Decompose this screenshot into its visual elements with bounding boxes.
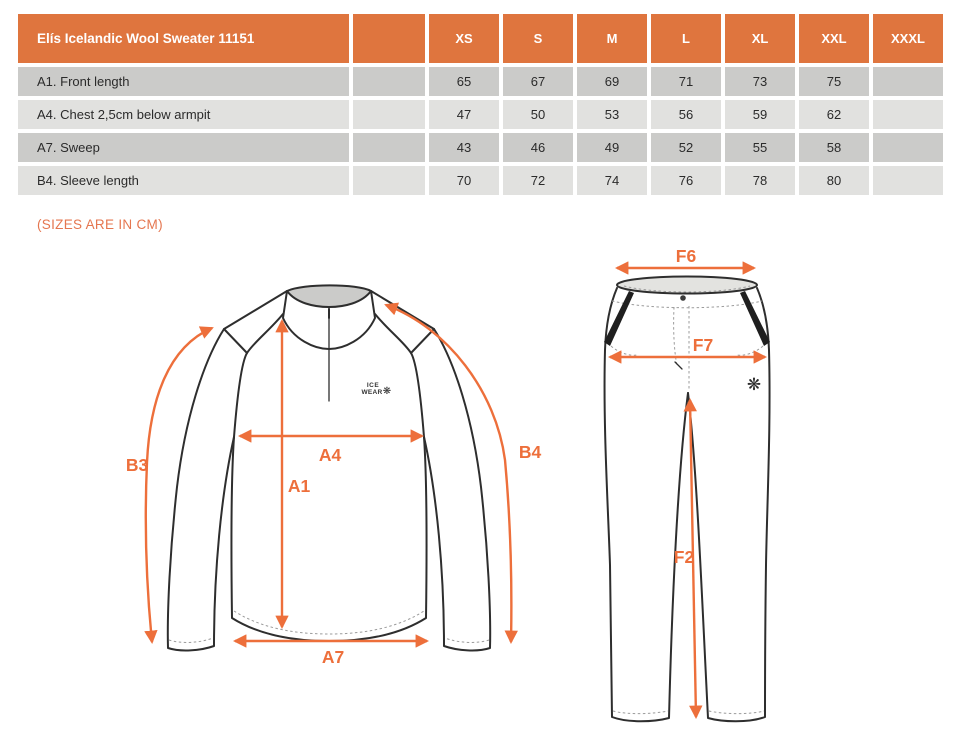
cell-value: 53 (577, 100, 647, 129)
size-col-header-m: M (577, 14, 647, 63)
cell-value: 52 (651, 133, 721, 162)
size-chart-header-row (18, 14, 943, 63)
cell-value: 72 (503, 166, 573, 195)
pants-right-hem-stitch (709, 711, 764, 714)
sweater-right-sleeve-outline (424, 329, 490, 650)
cell-value: 74 (577, 166, 647, 195)
cell-value: 76 (651, 166, 721, 195)
sweater-collar-top-fill (287, 285, 371, 307)
spacer-cell (353, 67, 425, 96)
measure-label-a1: A1 (287, 476, 311, 496)
size-col-header-l: L (651, 14, 721, 63)
cell-value: 71 (651, 67, 721, 96)
cell-value: 80 (799, 166, 869, 195)
pants-measure-arrows (610, 246, 765, 717)
icewear-chest-logo (361, 382, 391, 397)
measure-label-f2: F2 (673, 547, 695, 567)
row-label: A1. Front length (18, 67, 349, 96)
size-col-header-xs: XS (429, 14, 499, 63)
cell-value (873, 133, 943, 162)
cell-value: 59 (725, 100, 795, 129)
cell-value: 49 (577, 133, 647, 162)
spacer-cell (353, 166, 425, 195)
pants-left-hem-stitch (613, 711, 668, 714)
spacer-cell (353, 133, 425, 162)
snowflake-icon: ❋ (382, 386, 392, 397)
cell-value: 75 (799, 67, 869, 96)
size-col-header-xxl: XXL (799, 14, 869, 63)
size-col-header-xl: XL (725, 14, 795, 63)
logo-text-wear: WEAR (361, 389, 383, 396)
measure-label-a7: A7 (321, 647, 345, 667)
cell-value (873, 166, 943, 195)
cell-value: 62 (799, 100, 869, 129)
cell-value: 78 (725, 166, 795, 195)
cell-value: 55 (725, 133, 795, 162)
row-label: A4. Chest 2,5cm below armpit (18, 100, 349, 129)
header-spacer-cell (353, 14, 425, 63)
pants-waist-opening (617, 277, 757, 294)
table-row-sweep (18, 133, 943, 162)
measure-label-f7: F7 (692, 335, 714, 355)
cell-value: 50 (503, 100, 573, 129)
size-col-header-xxxl: XXXL (873, 14, 943, 63)
cell-value: 69 (577, 67, 647, 96)
size-chart-table (14, 10, 947, 199)
cell-value: 58 (799, 133, 869, 162)
logo-text-ice: ICE (366, 382, 380, 389)
pants-drawing (604, 246, 770, 721)
sweater-right-armhole-seam (375, 314, 424, 437)
pants-fly-bartack (675, 362, 682, 369)
cell-value: 73 (725, 67, 795, 96)
cell-value: 43 (429, 133, 499, 162)
table-row-front-length (18, 67, 943, 96)
snowflake-icon: ❋ (746, 375, 762, 395)
measure-label-b4: B4 (518, 442, 542, 462)
cell-value (873, 100, 943, 129)
row-label: A7. Sweep (18, 133, 349, 162)
sweater-hem-stitch (234, 611, 424, 634)
sweater-left-armhole-seam (234, 314, 283, 437)
pants-left-pocket-bag-line (611, 346, 637, 355)
sweater-body-outline (231, 437, 426, 641)
sweater-right-cuff-stitch (445, 638, 489, 642)
sweater-measure-arrows (126, 305, 542, 667)
spacer-cell (353, 100, 425, 129)
cell-value: 47 (429, 100, 499, 129)
pants-right-pocket-bag-line (737, 346, 763, 355)
cell-value: 70 (429, 166, 499, 195)
table-row-sleeve-length (18, 166, 943, 195)
pants-waistband-stitch (612, 301, 762, 308)
cell-value: 65 (429, 67, 499, 96)
cell-value: 67 (503, 67, 573, 96)
garment-measurement-drawings (0, 240, 954, 756)
cell-value: 46 (503, 133, 573, 162)
sizes-unit-note: (SIZES ARE IN CM) (37, 217, 163, 232)
cell-value: 56 (651, 100, 721, 129)
sweater-drawing (126, 285, 542, 667)
table-row-chest (18, 100, 943, 129)
cell-value (873, 67, 943, 96)
product-title: Elís Icelandic Wool Sweater 11151 (18, 14, 349, 63)
size-col-header-s: S (503, 14, 573, 63)
measure-label-a4: A4 (318, 445, 342, 465)
row-label: B4. Sleeve length (18, 166, 349, 195)
measure-label-b3: B3 (125, 455, 149, 475)
sweater-left-cuff-stitch (169, 638, 213, 642)
pants-button (680, 295, 686, 301)
measure-label-f6: F6 (675, 246, 697, 266)
sweater-left-sleeve-outline (168, 329, 234, 650)
